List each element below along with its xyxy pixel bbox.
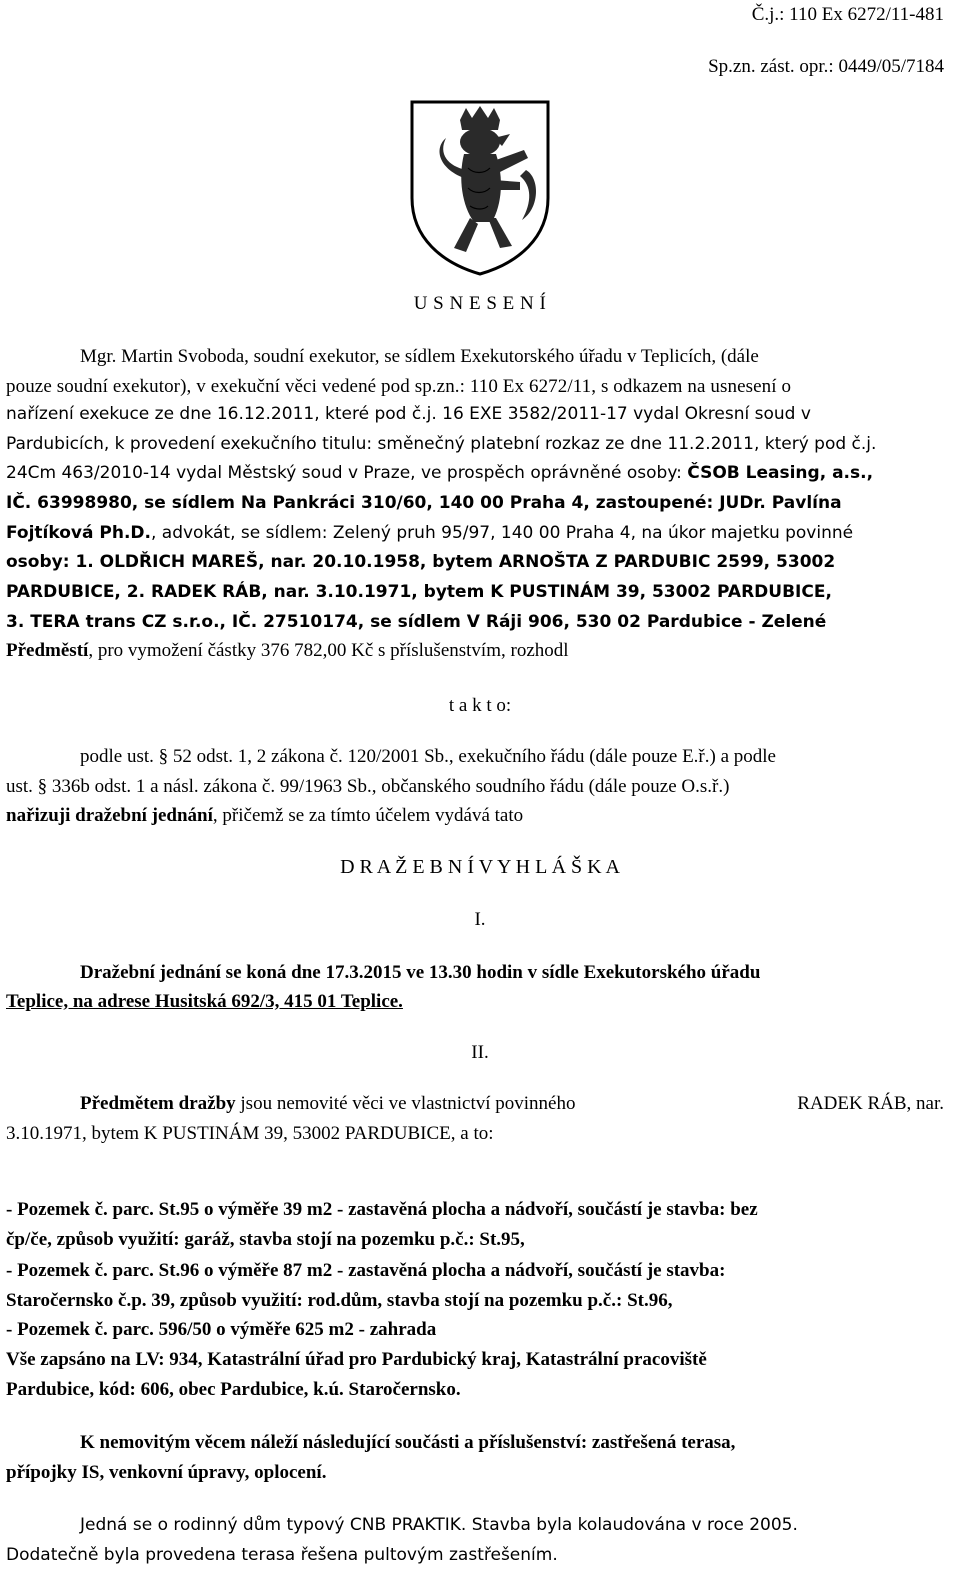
legal-basis-line-1: podle ust. § 52 odst. 1, 2 zákona č. 120/2001 Sb., exekučního řádu (dále pouze E.ř.) a podle: [80, 746, 776, 767]
legal-basis-line-2: ust. § 336b odst. 1 a násl. zákona č. 99/1963 Sb., občanského soudního řádu (dále pouze O.s.ř.): [6, 776, 730, 797]
item-line-7: Pardubice, kód: 606, obec Pardubice, k.ú. Staročernsko.: [6, 1379, 461, 1400]
takto-heading: t a k t o:: [448, 695, 512, 716]
subject-line-1: [80, 1093, 944, 1115]
section-2-numeral: II.: [471, 1042, 489, 1063]
item-line-1: - Pozemek č. parc. St.95 o výměře 39 m2 - zastavěná plocha a nádvoří, součástí je stavba: bez: [6, 1199, 758, 1220]
accessories-line-2: přípojky IS, venkovní úpravy, oplocení.: [6, 1462, 327, 1483]
intro-line-11-tail: , pro vymožení částky 376 782,00 Kč s příslušenstvím, rozhodl: [88, 640, 569, 661]
description-line-2: Dodatečně byla provedena terasa řešena pultovým zastřešením.: [6, 1545, 558, 1565]
intro-line-7: [6, 523, 944, 543]
subject-line-2: 3.10.1971, bytem K PUSTINÁM 39, 53002 PARDUBICE, a to:: [6, 1123, 494, 1144]
auction-order: nařizuji dražební jednání: [6, 805, 213, 826]
resolution-title: U S N E S E N Í: [413, 293, 547, 314]
attorney-address: , advokát, se sídlem: Zelený pruh 95/97, 140 00 Praha 4,: [150, 523, 636, 543]
intro-line-8: osoby: 1. OLDŘICH MAREŠ, nar. 20.10.1958, bytem ARNOŠTA Z PARDUBIC 2599, 53002: [6, 552, 836, 572]
owner-name: RADEK RÁB, nar.: [797, 1093, 944, 1114]
intro-line-2: pouze soudní exekutor), v exekuční věci vedené pod sp.zn.: 110 Ex 6272/11, s odkazem na usnesení o: [6, 376, 792, 397]
debtor-district: Předměstí: [6, 640, 89, 661]
item-line-3: - Pozemek č. parc. St.96 o výměře 87 m2 - zastavěná plocha a nádvoří, součástí je stavba:: [6, 1260, 726, 1281]
section-1-numeral: I.: [474, 909, 486, 930]
intro-line-6: IČ. 63998980, se sídlem Na Pankráci 310/60, 140 00 Praha 4, zastoupené: JUDr. Pavlína: [6, 493, 842, 513]
case-number: Č.j.: 110 Ex 6272/11-481: [751, 4, 944, 25]
intro-line-4: Pardubicích, k provedení exekučního titulu: směnečný platební rozkaz ze dne 11.2.2011, který pod č.j.: [6, 434, 877, 454]
intro-line-9: PARDUBICE, 2. RADEK RÁB, nar. 3.10.1971, bytem K PUSTINÁM 39, 53002 PARDUBICE,: [6, 582, 832, 602]
intro-line-5: [6, 463, 944, 483]
item-line-6: Vše zapsáno na LV: 934, Katastrální úřad pro Pardubický kraj, Katastrální pracoviště: [6, 1349, 707, 1370]
item-line-2: čp/če, způsob využití: garáž, stavba stojí na pozemku p.č.: St.95,: [6, 1229, 525, 1250]
accessories-line-1: K nemovitým věcem náleží následující součásti a příslušenství: zastřešená terasa,: [80, 1432, 736, 1453]
item-line-5: - Pozemek č. parc. 596/50 o výměře 625 m2 - zahrada: [6, 1319, 437, 1340]
intro-line-1: Mgr. Martin Svoboda, soudní exekutor, se sídlem Exekutorského úřadu v Teplicích, (dále: [80, 346, 759, 367]
subject-lead: Předmětem dražby: [80, 1093, 236, 1114]
state-emblem-icon: [408, 98, 552, 278]
subject-lead-rest: jsou nemovité věci ve vlastnictví povinného: [235, 1093, 576, 1114]
item-line-4: Staročernsko č.p. 39, způsob využití: rod.dům, stavba stojí na pozemku p.č.: St.96,: [6, 1290, 673, 1311]
intro-line-3: nařízení exekuce ze dne 16.12.2011, které pod č.j. 16 EXE 3582/2011-17 vydal Okresní soud v: [6, 404, 811, 424]
description-line-1: Jedná se o rodinný dům typový CNB PRAKTIK. Stavba byla kolaudována v roce 2005.: [80, 1515, 798, 1535]
creditor-name: ČSOB Leasing, a.s.,: [687, 463, 874, 483]
intro-line-5-text: 24Cm 463/2010-14 vydal Městský soud v Praze, ve prospěch oprávněné osoby:: [6, 463, 688, 483]
legal-basis-line-3: [6, 805, 944, 827]
intro-line-10: 3. TERA trans CZ s.r.o., IČ. 27510174, se sídlem V Ráji 906, 530 02 Pardubice - Zelené: [6, 612, 827, 632]
intro-line-7-tail: na úkor majetku povinné: [635, 523, 854, 543]
legal-basis-line-3-tail: , přičemž se za tímto účelem vydává tato: [212, 805, 524, 826]
auction-date-line: Dražební jednání se koná dne 17.3.2015 ve 13.30 hodin v sídle Exekutorského úřadu: [80, 962, 761, 983]
attorney-name: Fojtíková Ph.D.: [6, 523, 151, 543]
notice-title: D R A Ž E B N Í V Y H L Á Š K A: [340, 856, 620, 878]
auction-place-line: Teplice, na adrese Husitská 692/3, 415 01 Teplice.: [6, 991, 403, 1012]
intro-line-11: [6, 640, 944, 662]
deposit-number: Sp.zn. zást. opr.: 0449/05/7184: [708, 56, 944, 77]
